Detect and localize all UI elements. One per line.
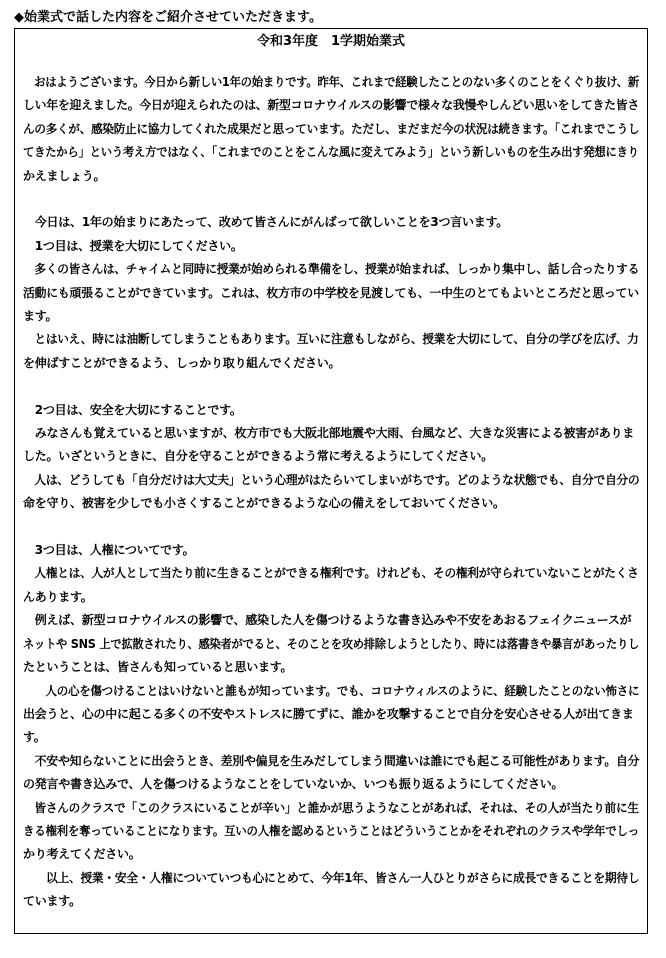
body-text-line: を伸ばすことができるよう、しっかり取り組んでください。: [23, 355, 341, 370]
body-text-line: とはいえ、時には油断してしまうこともあります。互いに注意もしながら、授業を大切にして、自分の学びを広げ、力: [23, 332, 639, 347]
body-text-line: 人は、どうしても「自分だけは大丈夫」という心理がはたらいてしまいがちです。どのような状態でも、自分で自分の: [23, 472, 640, 487]
body-text-line: てきたから」という考え方ではなく、「これまでのことをこんな風に変えてみよう」という新しいものを生み出す発想にきり: [23, 145, 639, 160]
body-text-line: 多くの皆さんは、チャイムと同時に授業が始められる準備をし、授業が始まれば、しっかり集中し、話し合ったりする: [23, 262, 640, 277]
body-text-line: かえましょう。: [23, 168, 106, 183]
document-frame: [14, 28, 648, 934]
body-text-line: たということは、皆さんも知っていると思います。: [23, 660, 293, 675]
body-text-line: 2つ目は、安全を大切にすることです。: [23, 402, 242, 417]
body-text-line: きる権利を奪っていることになります。互いの人権を認めるということはどういうことかをそれぞれのクラスや学年でしっ: [23, 823, 639, 838]
body-text-line: 出会うと、心の中に起こる多くの不安やストレスに勝てずに、誰かを攻撃することで自分を安心させる人が出てきま: [23, 706, 634, 721]
document-title: 令和3年度 1学期始業式: [256, 34, 406, 49]
paragraph-gap: [23, 516, 639, 539]
body-text-line: 不安や知らないことに出会うとき、差別や偏見を生みだしてしまう間違いは誰にでも起こる可能性があります。自分: [23, 753, 640, 768]
body-text-line: みなさんも覚えていると思いますが、枚方市でも大阪北部地震や大雨、台風など、大きな災害による被害がありま: [23, 426, 635, 441]
body-text-line: んあります。: [23, 589, 93, 604]
body-text-line: 人権とは、人が人として当たり前に生きることができる権利です。けれども、その権利が守られていないことがたくさ: [23, 566, 639, 581]
body-text-line: かり考えてください。: [23, 847, 141, 862]
body-text-line: 活動にも頑張ることができています。これは、枚方市の中学校を見渡しても、一中生のとてもよいところだと思ってい: [23, 285, 639, 300]
body-text-line: んの多くが、感染防止に協力してくれた成果だと思っています。ただし、まだまだ今の状況は続きます。「これまでこうし: [23, 121, 640, 136]
body-text-line: 例えば、新型コロナウイルスの影響で、感染した人を傷つけるような書き込みや不安をあおるフェイクニュースが: [23, 613, 632, 628]
body-text-line: おはようございます。今日から新しい1年の始まりです。昨年、これまで経験したことのない多くのことをくぐり抜け、新: [23, 75, 639, 89]
body-text-line: す。: [23, 730, 46, 745]
paragraph-gap: [23, 375, 639, 398]
body-text-line: ます。: [23, 309, 58, 324]
body-text-line: 人の心を傷つけることはいけないと誰もが知っています。でも、コロナウィルスのように、経験したことのない怖さに: [23, 683, 640, 698]
body-text-line: 命を守り、被害を少しでも小さくすることができるような心の備えをしておいてください。: [23, 496, 505, 511]
page-heading: ◆始業式で話した内容をご紹介させていただきます。: [14, 10, 322, 25]
paragraph-gap: [23, 188, 639, 211]
body-text-line: ネットや SNS 上で拡散されたり、感染者がでると、そのことを攻め排除しようとしたり、時には落書きや暴言があったりし: [23, 636, 640, 651]
document-body: [23, 71, 639, 914]
body-text-line: 皆さんのクラスで「このクラスにいることが辛い」と誰かが思うようなことがあれば、それは、その人が当たり前に生: [23, 800, 639, 815]
body-text-line: 今日は、1年の始まりにあたって、改めて皆さんにがんばって欲しいことを3つ言います。: [23, 215, 509, 230]
body-text-line: しい年を迎えました。今日が迎えられたのは、新型コロナウイルスの影響で様々な我慢やしんどい思いをしてきた皆さ: [23, 98, 640, 113]
body-text-line: 1つ目は、授業を大切にしてください。: [23, 238, 243, 253]
body-text-line: した。いざというときに、自分を守ることができるよう常に考えるようにしてください。: [23, 449, 494, 464]
body-text-line: の発言や書き込みで、人を傷つけるようなことをしていないか、いつも振り返るようにしてください。: [23, 777, 564, 792]
body-text-line: 3つ目は、人権についてです。: [23, 543, 195, 558]
body-text-line: ています。: [23, 894, 81, 909]
body-text-line: 以上、授業・安全・人権についていつも心にとめて、今年1年、皆さん一人ひとりがさらに成長できることを期待し: [23, 870, 640, 885]
